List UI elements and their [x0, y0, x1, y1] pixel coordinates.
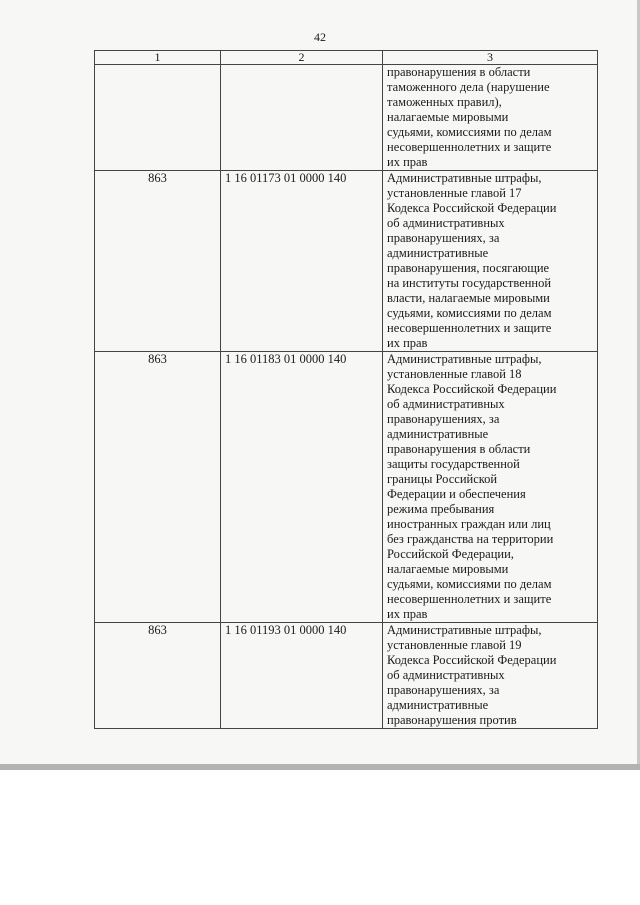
description-cell: Административные штрафы, установленные главой 18 Кодекса Российской Федерации об административных правонарушениях, за административные правонарушения в области защиты государственной границы Российской Федерации и обеспечения режима пребывания иностранных граждан или лиц без гражданства на территории Российской Федерации, налагаемые мировыми судьями, комиссиями по делам несовершеннолетних и защите их прав: [383, 352, 598, 623]
table-row: [95, 171, 598, 352]
admin-code-cell: 863: [95, 171, 221, 352]
admin-code-cell: [95, 65, 221, 171]
admin-code-cell: 863: [95, 623, 221, 729]
admin-code-cell: 863: [95, 352, 221, 623]
description-cell: Административные штрафы, установленные главой 19 Кодекса Российской Федерации об административных правонарушениях, за административные правонарушения против: [383, 623, 598, 729]
scan-edge-shadow: [0, 764, 640, 770]
column-header-3: 3: [383, 51, 598, 65]
table-header-row: [95, 51, 598, 65]
budget-code-cell: 1 16 01193 01 0000 140: [221, 623, 383, 729]
table-row: [95, 65, 598, 171]
column-header-2: 2: [221, 51, 383, 65]
page-number: 42: [314, 30, 326, 44]
budget-codes-table: [94, 50, 598, 729]
budget-code-cell: [221, 65, 383, 171]
description-cell: Административные штрафы, установленные главой 17 Кодекса Российской Федерации об административных правонарушениях, за административные правонарушения, посягающие на институты государственной власти, налагаемые мировыми судьями, комиссиями по делам несовершеннолетних и защите их прав: [383, 171, 598, 352]
table-row: [95, 623, 598, 729]
budget-code-cell: 1 16 01173 01 0000 140: [221, 171, 383, 352]
table-row: [95, 352, 598, 623]
budget-code-cell: 1 16 01183 01 0000 140: [221, 352, 383, 623]
description-cell: правонарушения в области таможенного дела (нарушение таможенных правил), налагаемые мировыми судьями, комиссиями по делам несовершеннолетних и защите их прав: [383, 65, 598, 171]
column-header-1: 1: [95, 51, 221, 65]
